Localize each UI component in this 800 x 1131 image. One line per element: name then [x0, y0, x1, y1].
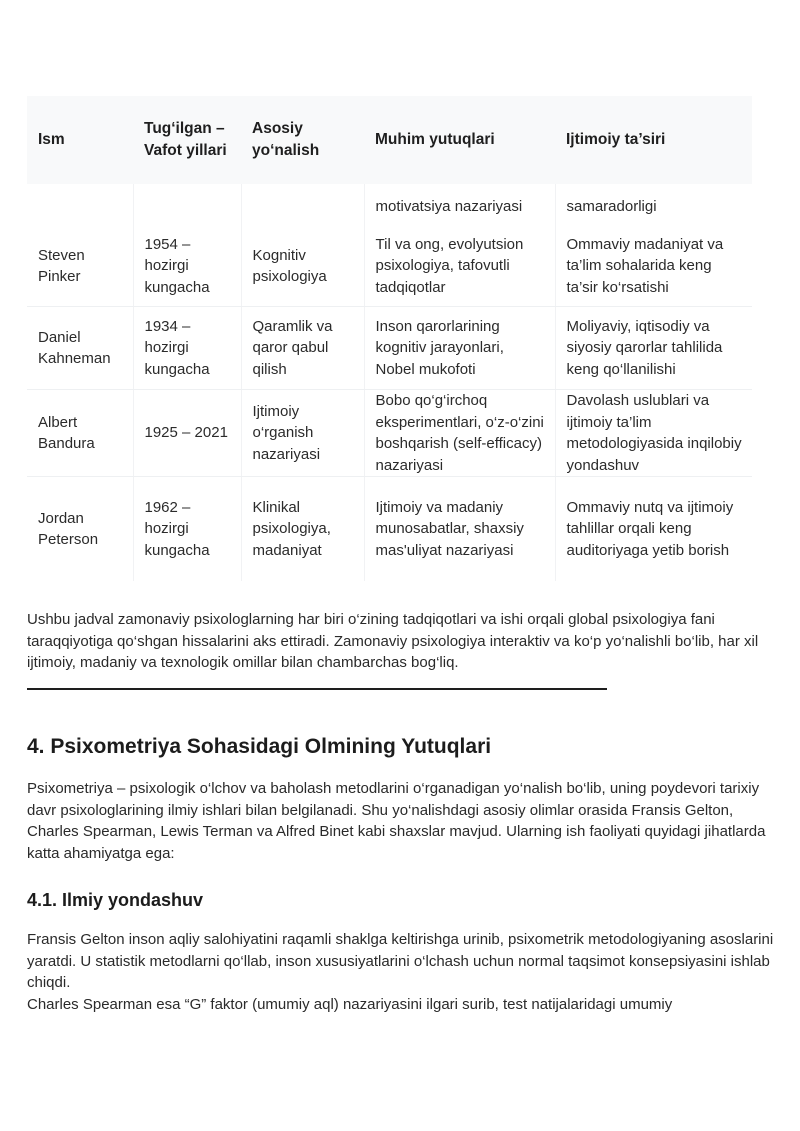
table-row-continuation: [27, 184, 752, 226]
table-cell: Ijtimoiy o‘rganish nazariyasi: [241, 390, 364, 477]
table-cell: [133, 184, 241, 226]
table-cell: motivatsiya nazariyasi: [364, 184, 555, 226]
horizontal-divider: [27, 688, 607, 690]
section-intro-paragraph: Psixometriya – psixologik o‘lchov va baholash metodlarini o‘rganadigan yo‘nalish bo‘lib, uning poydevori tarixiy davr psixologlarining ilmiy ishlari bilan belgilanadi. Shu yo‘nalishdagi asosiy olimlar orasida Fransis Gelton, Charles Spearman, Lewis Terman va Alfred Binet kabi shaxslar mavjud. Ularning ish faoliyati quyidagi jihatlarda katta ahamiyatga ega:: [27, 780, 766, 862]
table-cell: [241, 184, 364, 226]
table-cell: Til va ong, evolyutsion psixologiya, tafovutli tadqiqotlar: [364, 226, 555, 307]
header-direction: Asosiy yo‘nalish: [241, 96, 364, 184]
table-row: [27, 226, 752, 307]
table-summary-paragraph: Ushbu jadval zamonaviy psixologlarning har biri o‘zining tadqiqotlari va ishi orqali global psixologiya fani taraqqiyotiga qo‘shgan hissalarini aks ettiradi. Zamonaviy psixologiya interaktiv va ko‘p yo‘nalishli bo‘lib, har xil ijtimoiy, madaniy va texnologik omillar bilan chambarchas bog‘liq.: [27, 611, 759, 671]
table-cell: 1954 – hozirgi kungacha: [133, 226, 241, 307]
subsection-heading: 4.1. Ilmiy yondashuv: [27, 890, 204, 910]
table-cell: 1962 – hozirgi kungacha: [133, 477, 241, 582]
table-cell: Kognitiv psixologiya: [241, 226, 364, 307]
table-row: [27, 390, 752, 477]
table-cell: Qaramlik va qaror qabul qilish: [241, 307, 364, 390]
table-cell: Ijtimoiy va madaniy munosabatlar, shaxsiy mas'uliyat nazariyasi: [364, 477, 555, 582]
table-row: [27, 307, 752, 390]
table-cell: Daniel Kahneman: [27, 307, 133, 390]
header-achievements: Muhim yutuqlari: [364, 96, 555, 184]
spearman-paragraph: Charles Spearman esa “G” faktor (umumiy aql) nazariyasini ilgari surib, test natijalaridagi umumiy: [27, 996, 673, 1013]
table-row: [27, 477, 752, 582]
header-name: Ism: [27, 96, 133, 184]
table-cell: Albert Bandura: [27, 390, 133, 477]
table-cell: Steven Pinker: [27, 226, 133, 307]
table-cell: Bobo qo‘g‘irchoq eksperimentlari, o‘z-o‘zini boshqarish (self-efficacy) nazariyasi: [364, 390, 555, 477]
table-cell: Davolash uslublari va ijtimoiy ta’lim metodologiyasida inqilobiy yondashuv: [555, 390, 752, 477]
table-cell: Inson qarorlarining kognitiv jarayonlari, Nobel mukofoti: [364, 307, 555, 390]
table-cell: Ommaviy madaniyat va ta’lim sohalarida keng ta’sir ko‘rsatishi: [555, 226, 752, 307]
psychologists-table: [27, 96, 752, 581]
header-years: Tug‘ilgan – Vafot yillari: [133, 96, 241, 184]
table-cell: Jordan Peterson: [27, 477, 133, 582]
table-cell: Klinikal psixologiya, madaniyat: [241, 477, 364, 582]
table-cell: Moliyaviy, iqtisodiy va siyosiy qarorlar tahlilida keng qo‘llanilishi: [555, 307, 752, 390]
table-cell: 1925 – 2021: [133, 390, 241, 477]
galton-paragraph: Fransis Gelton inson aqliy salohiyatini raqamli shaklga keltirishga urinib, psixometrik metodologiyaning asoslarini yaratdi. U statistik metodlarni qo‘llab, inson xususiyatlarini o‘lchash uchun normal taqsimot konsepsiyasini ishlab chiqdi.: [27, 931, 774, 991]
header-impact: Ijtimoiy ta’siri: [555, 96, 752, 184]
section-heading: 4. Psixometriya Sohasidagi Olmining Yutuqlari: [27, 735, 492, 758]
table-header-row: [27, 96, 752, 184]
table-cell: samaradorligi: [566, 198, 657, 216]
table-cell: [27, 184, 133, 226]
table-cell: 1934 – hozirgi kungacha: [133, 307, 241, 390]
table-cell: Ommaviy nutq va ijtimoiy tahlillar orqali keng auditoriyaga yetib borish: [566, 498, 734, 559]
